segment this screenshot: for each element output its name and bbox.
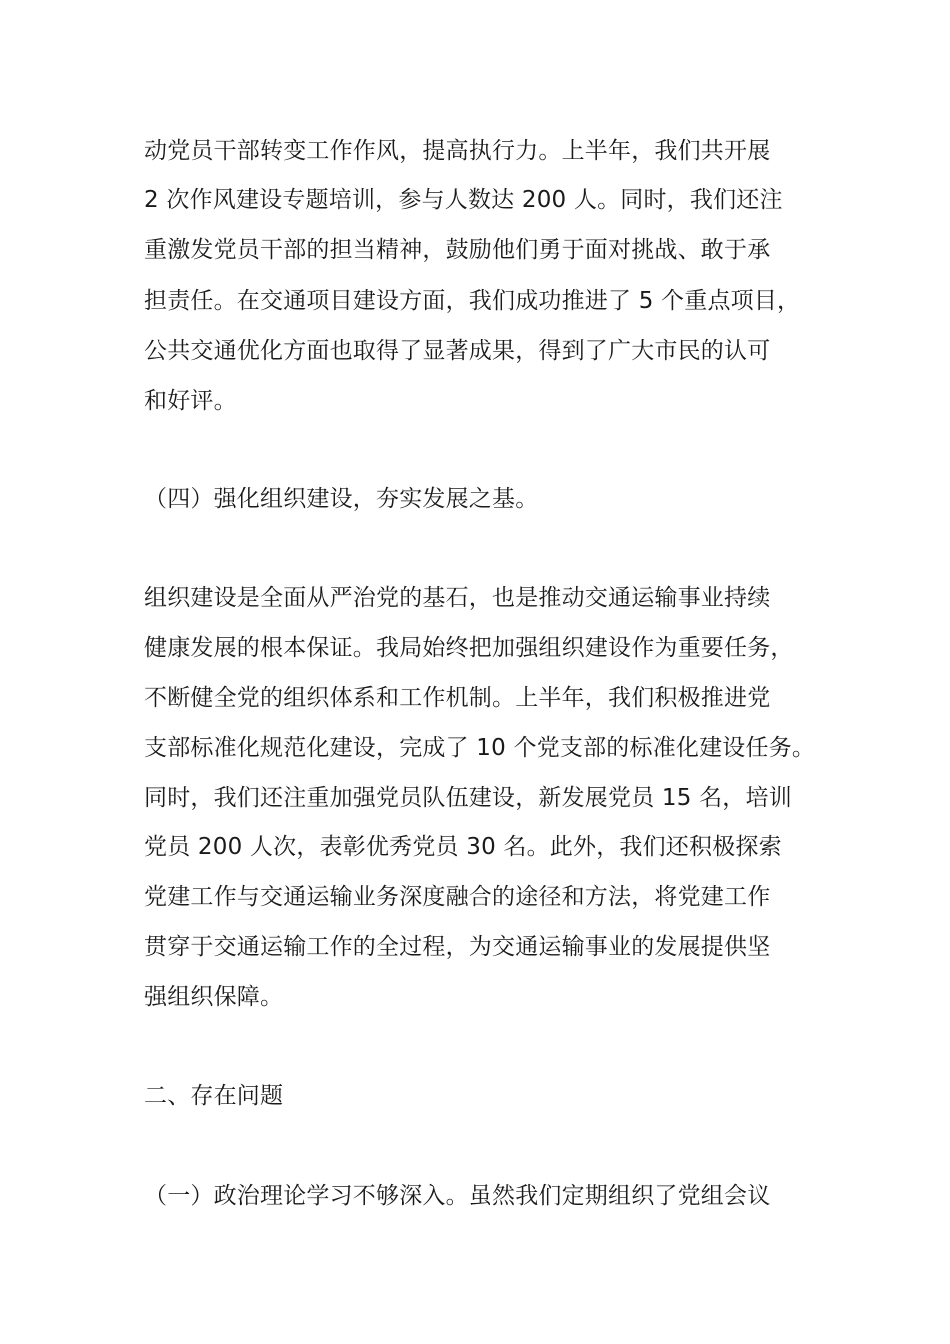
paragraph-line: 党员 200 人次，表彰优秀党员 30 名。此外，我们还积极探索 [144,834,782,860]
paragraph-line: 和好评。 [144,388,237,414]
paragraph-line: 强组织保障。 [144,984,284,1010]
paragraph-line: 不断健全党的组织体系和工作机制。上半年，我们积极推进党 [144,685,771,711]
paragraph-line: 健康发展的根本保证。我局始终把加强组织建设作为重要任务， [144,635,794,661]
paragraph-line: 组织建设是全面从严治党的基石，也是推动交通运输事业持续 [144,585,771,611]
paragraph-line: 重激发党员干部的担当精神，鼓励他们勇于面对挑战、敢于承 [144,237,771,263]
section-heading: 二、存在问题 [144,1083,284,1109]
paragraph-line: 支部标准化规范化建设，完成了 10 个党支部的标准化建设任务。 [144,735,816,761]
issue-heading: （一）政治理论学习不够深入。虽然我们定期组织了党组会议 [144,1183,771,1209]
paragraph-line: 同时，我们还注重加强党员队伍建设，新发展党员 15 名，培训 [144,785,792,811]
paragraph-line: 动党员干部转变工作作风，提高执行力。上半年，我们共开展 [144,138,771,164]
paragraph-line: 党建工作与交通运输业务深度融合的途径和方法，将党建工作 [144,884,771,910]
section-heading: （四）强化组织建设，夯实发展之基。 [144,486,539,512]
paragraph-line: 公共交通优化方面也取得了显著成果，得到了广大市民的认可 [144,338,771,364]
paragraph-line: 贯穿于交通运输工作的全过程，为交通运输事业的发展提供坚 [144,934,771,960]
paragraph-line: 2 次作风建设专题培训，参与人数达 200 人。同时，我们还注 [144,187,783,213]
paragraph-line: 担责任。在交通项目建设方面，我们成功推进了 5 个重点项目， [144,288,801,314]
